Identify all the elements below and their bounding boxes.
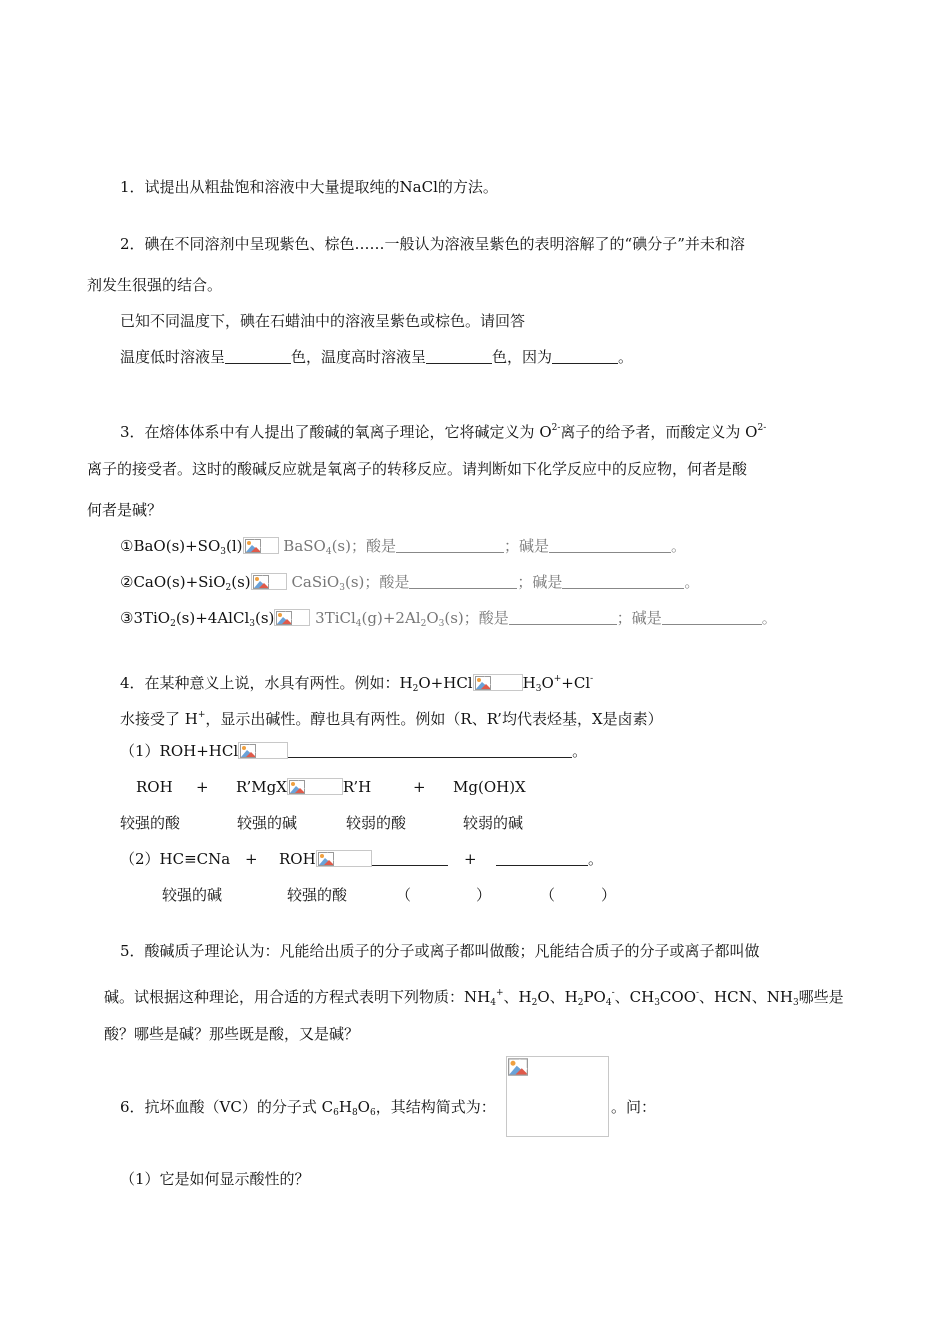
superscript: + [197,710,206,720]
text: 。 [761,609,777,627]
superscript: 2- [757,423,767,433]
superscript: - [590,674,594,684]
superscript: + [553,674,562,684]
subscript: 8 [351,1108,358,1118]
text: (s)；酸是 [331,537,396,555]
answer-blank[interactable] [288,743,572,758]
base-blank[interactable] [562,574,684,589]
text: 、H [503,988,532,1006]
text: 。 [671,537,687,555]
text: O [426,609,439,627]
subscript: 3 [654,998,660,1008]
superscript: + [495,988,504,998]
text: ；碱是 [616,609,662,627]
text: (s)；酸是 [444,609,509,627]
broken-image-icon [251,573,287,590]
subscript: 2 [170,619,176,629]
acid-blank[interactable] [409,574,517,589]
answer-blank[interactable] [372,851,448,866]
question-3-line-2: 离子的接受者。这时的酸碱反应就是氧离子的转移反应。请判断如下化学反应中的反应物，何者是酸 [87,460,748,478]
equation-roh: ROH [136,778,173,796]
text: 3TiCl [315,609,356,627]
reaction-3 [120,608,777,634]
text: 4．在某种意义上说，水具有两性。例如：H [120,674,413,692]
subscript: 4 [490,998,496,1008]
label: 较强的碱 [237,814,298,832]
subscript: 3 [535,684,542,694]
text: (s)+4AlCl [175,609,250,627]
text: ②CaO(s)+SiO [120,573,226,591]
question-4-line-1 [120,669,593,699]
base-blank[interactable] [662,610,762,625]
subscript: 3 [339,583,345,593]
text: R’H [342,778,372,796]
subscript: 3 [438,619,445,629]
acid-blank[interactable] [396,538,504,553]
text: ；碱是 [503,537,549,555]
text: 色，温度高时溶液呈 [291,348,427,366]
text: 。 [572,742,588,760]
equation-plus: + [464,850,477,868]
question-5-line-3: 酸？哪些是碱？那些既是酸，又是碱？ [104,1025,360,1043]
reaction-1 [120,536,686,562]
superscript: - [696,988,700,998]
text: 。 [588,850,604,868]
equation-plus: + [245,850,258,868]
superscript: - [611,988,615,998]
question-6-sub-1: （1）它是如何显示酸性的？ [120,1170,310,1188]
text: 、CH [614,988,655,1006]
text: ①BaO(s)+SO [120,537,221,555]
subscript: 2 [531,998,538,1008]
subscript: 2 [577,998,584,1008]
paren-close: ） [601,886,617,904]
text: ，其结构简式为： [375,1098,496,1116]
text: 6．抗坏血酸（VC）的分子式 C [120,1098,334,1116]
subscript: 2 [225,583,232,593]
question-4-part-2-end [496,849,603,869]
text: (s) [254,609,275,627]
equation-plus: + [196,778,209,796]
reaction-2 [120,572,699,598]
question-2-line-4 [120,347,633,367]
equation-plus: + [413,778,426,796]
structure-image-placeholder [506,1056,609,1137]
question-4-part-2 [120,849,230,869]
text: H [338,1098,352,1116]
text: 哪些是 [798,988,844,1006]
question-2-line-2: 剂发生很强的结合。 [87,276,223,294]
broken-image-icon [473,674,523,691]
broken-image-icon [508,1058,528,1076]
question-6-line-1-end: 。问： [611,1098,657,1116]
label: 较强的酸 [287,886,348,904]
subscript: 3 [792,998,799,1008]
subscript: 2 [420,619,427,629]
question-3-line-1 [120,418,766,442]
answer-blank[interactable] [426,349,492,364]
question-1: 1．试提出从粗盐饱和溶液中大量提取纯的NaCl的方法。 [120,178,498,196]
text: COO [659,988,696,1006]
acid-blank[interactable] [509,610,617,625]
text: O、H [537,988,578,1006]
question-6-line-1 [120,1097,496,1123]
text: 碱。试根据这种理论，用合适的方程式表明下列物质：NH [104,988,491,1006]
text: O+HCl [418,674,473,692]
paren-open: （ [396,886,412,904]
text: +Cl [561,674,591,692]
text: BaSO [283,537,326,555]
broken-image-icon [243,537,279,554]
question-2-line-3: 已知不同温度下，碘在石蜡油中的溶液呈紫色或棕色。请回答 [120,312,526,330]
text: ，显示出碱性。醇也具有两性。例如（R、R’均代表烃基，X是卤素） [205,710,663,728]
text: H [522,674,536,692]
text: 离子的给予者，而酸定义为 O [560,423,758,441]
broken-image-icon [274,609,310,626]
text: (s)；酸是 [344,573,410,591]
text: CaSiO [291,573,340,591]
subscript: 3 [220,547,226,557]
equation-roh [279,849,448,869]
equation-mgohx: Mg(OH)X [453,778,526,796]
text: (s) [231,573,251,591]
paren-close: ） [476,886,492,904]
text: 。 [618,348,634,366]
question-2-line-1: 2．碘在不同溶剂中呈现紫色、棕色……一般认为溶液呈紫色的表明溶解了的“碘分子”并未和溶 [120,235,745,253]
answer-blank[interactable] [552,349,618,364]
text: （2）HC≡CNa [120,850,231,868]
broken-image-icon [238,742,288,759]
subscript: 2 [412,684,419,694]
base-blank[interactable] [549,538,671,553]
text: ；碱是 [517,573,563,591]
subscript: 4 [355,619,362,629]
subscript: 4 [325,547,332,557]
subscript: 6 [369,1108,376,1118]
paren-open: （ [540,886,556,904]
broken-image-icon [316,850,372,867]
label: 较弱的酸 [346,814,407,832]
text: 色，因为 [492,348,553,366]
text: O [541,674,554,692]
text: 温度低时溶液呈 [120,348,226,366]
equation-rmgx [236,777,371,797]
text: ③3TiO [120,609,171,627]
text: (g)+2Al [361,609,421,627]
text: 。 [684,573,700,591]
text: ROH [279,850,316,868]
text: 水接受了 H [120,710,198,728]
subscript: 6 [333,1108,339,1118]
text: (l) [226,537,243,555]
subscript: 4 [605,998,612,1008]
answer-blank[interactable] [496,851,588,866]
subscript: 3 [249,619,255,629]
answer-blank[interactable] [225,349,291,364]
label: 较弱的碱 [463,814,524,832]
text: O [357,1098,370,1116]
text: （1）ROH+HCl [120,742,239,760]
question-5-line-2 [104,983,844,1013]
superscript: 2- [551,423,561,433]
question-3-line-3: 何者是碱？ [87,501,163,519]
label: 较强的酸 [120,814,181,832]
question-5-line-1: 5．酸碱质子理论认为：凡能给出质子的分子或离子都叫做酸；凡能结合质子的分子或离子都叫做 [120,942,760,960]
question-4-line-2 [120,705,663,729]
text: R’MgX [236,778,287,796]
question-4-part-1 [120,741,587,761]
label: 较强的碱 [162,886,223,904]
text: 3．在熔体体系中有人提出了酸碱的氧离子理论，它将碱定义为 O [120,423,552,441]
broken-image-icon [287,778,343,795]
text: PO [583,988,606,1006]
text: 、HCN、NH [699,988,793,1006]
